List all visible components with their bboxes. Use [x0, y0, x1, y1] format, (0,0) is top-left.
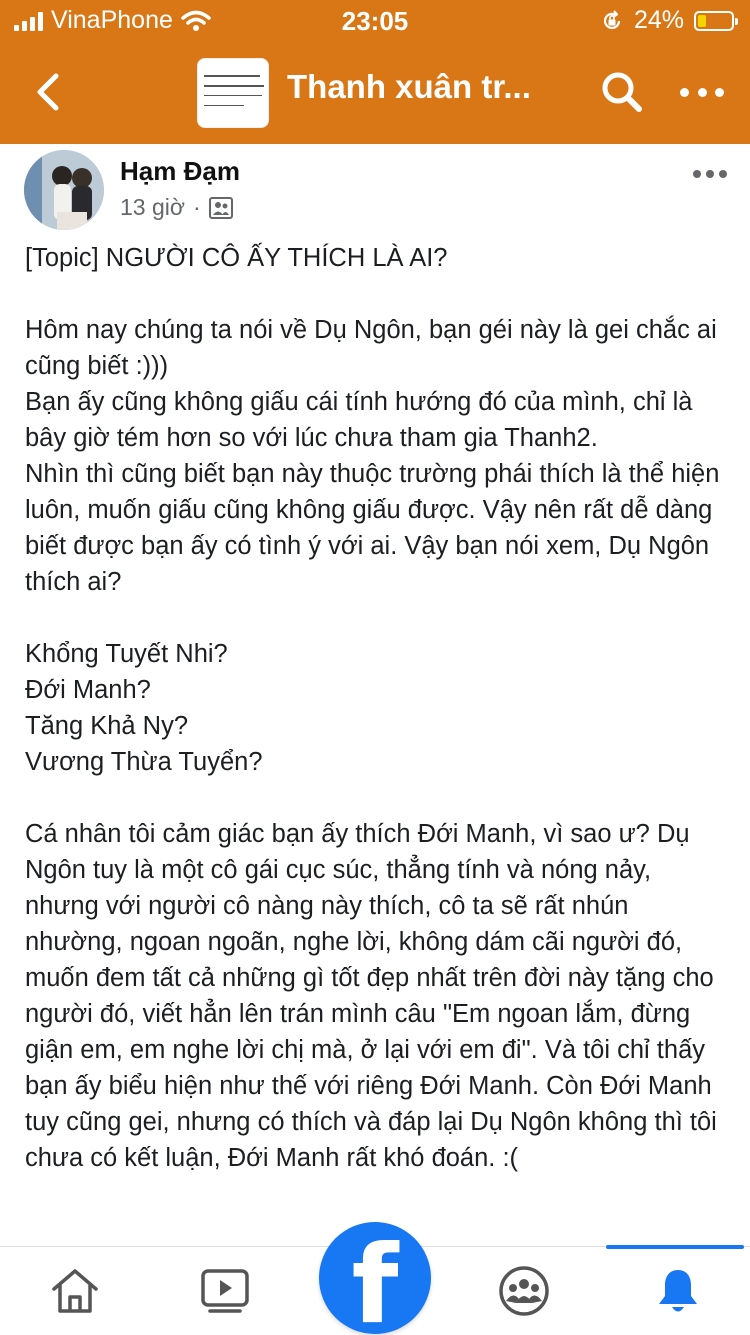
video-icon [200, 1268, 250, 1314]
home-icon [50, 1267, 100, 1315]
post-option: Khổng Tuyết Nhi? [25, 640, 228, 668]
carrier-name: VinaPhone [51, 6, 173, 34]
battery-icon [694, 11, 734, 31]
facebook-logo-button[interactable] [319, 1222, 431, 1334]
group-title[interactable]: Thanh xuân tr... [287, 68, 531, 105]
search-icon [600, 70, 644, 114]
post-option: Đới Manh? [25, 676, 151, 704]
post-title: [Topic] NGƯỜI CÔ ẤY THÍCH LÀ AI? [25, 244, 448, 272]
more-icon [680, 88, 689, 97]
orientation-lock-icon [600, 9, 624, 33]
avatar[interactable] [24, 150, 104, 230]
battery-level [698, 15, 706, 27]
back-button[interactable] [28, 70, 68, 114]
battery-percent: 24% [633, 6, 684, 34]
search-button[interactable] [600, 70, 644, 114]
signal-strength-icon [14, 11, 43, 31]
tab-home[interactable] [49, 1265, 101, 1317]
meta-separator: · [192, 194, 201, 220]
post-option: Vương Thừa Tuyển? [25, 748, 263, 776]
clock: 23:05 [341, 6, 409, 36]
tab-video[interactable] [199, 1265, 251, 1317]
post-header [0, 144, 750, 240]
active-tab-indicator [606, 1245, 744, 1249]
group-cover-thumbnail[interactable] [197, 58, 269, 128]
carrier-info [14, 6, 211, 35]
more-button[interactable] [680, 76, 724, 108]
post-paragraph: Cá nhân tôi cảm giác bạn ấy thích Đới Manh, vì sao ư? Dụ Ngôn tuy là một cô gái cục súc, thẳng tính và nóng nảy, nhưng với người cô nàng này thích, cô ta sẽ rất nhún nhường, ngoan ngoãn, nghe lời, không dám cãi người đó, muốn đem tất cả những gì tốt đẹp nhất trên đời này tặng cho người đó, viết hẳn lên trán mình câu "Em ngoan lắm, đừng giận em, em nghe lời chị mà, ở lại với em đi". Và tôi chỉ thấy bạn ấy biểu hiện như thế với riêng Đới Manh. Còn Đới Manh tuy cũng gei, nhưng có thích và đáp lại Dụ Ngôn không thì tôi chưa có kết luận, Đới Manh rất khó đoán. :( [25, 820, 724, 1172]
post-content [25, 240, 731, 1176]
avatar-photo [24, 150, 104, 230]
post-paragraph: Bạn ấy cũng không giấu cái tính hướng đó của mình, chỉ là bây giờ tém hơn so với lúc chưa tham gia Thanh2. [25, 388, 700, 452]
status-bar [0, 0, 750, 40]
group-header [0, 40, 750, 144]
back-arrow-icon [36, 73, 60, 111]
author-name[interactable]: Hạm Đạm [120, 156, 240, 186]
notifications-icon [654, 1266, 702, 1316]
tab-groups[interactable] [498, 1265, 550, 1317]
facebook-logo: f [351, 1223, 399, 1334]
wifi-icon [181, 10, 211, 32]
group-audience-icon [209, 197, 233, 219]
post-options-icon [693, 170, 701, 178]
post-time[interactable]: 13 giờ [120, 194, 185, 220]
post-paragraph: Nhìn thì cũng biết bạn này thuộc trường phái thích là thể hiện luôn, muốn giấu cũng không giấu được. Vậy nên rất dễ dàng biết được bạn ấy có tình ý với ai. Vậy bạn nói xem, Dụ Ngôn thích ai? [25, 460, 727, 596]
post-paragraph: Hôm nay chúng ta nói về Dụ Ngôn, bạn géi này là gei chắc ai cũng biết :))) [25, 316, 724, 380]
post-meta [120, 194, 233, 221]
tab-notifications[interactable] [652, 1265, 704, 1317]
battery-info [600, 6, 734, 35]
groups-icon [498, 1265, 550, 1317]
post-option: Tăng Khả Ny? [25, 712, 189, 740]
post-options-button[interactable] [693, 170, 727, 180]
